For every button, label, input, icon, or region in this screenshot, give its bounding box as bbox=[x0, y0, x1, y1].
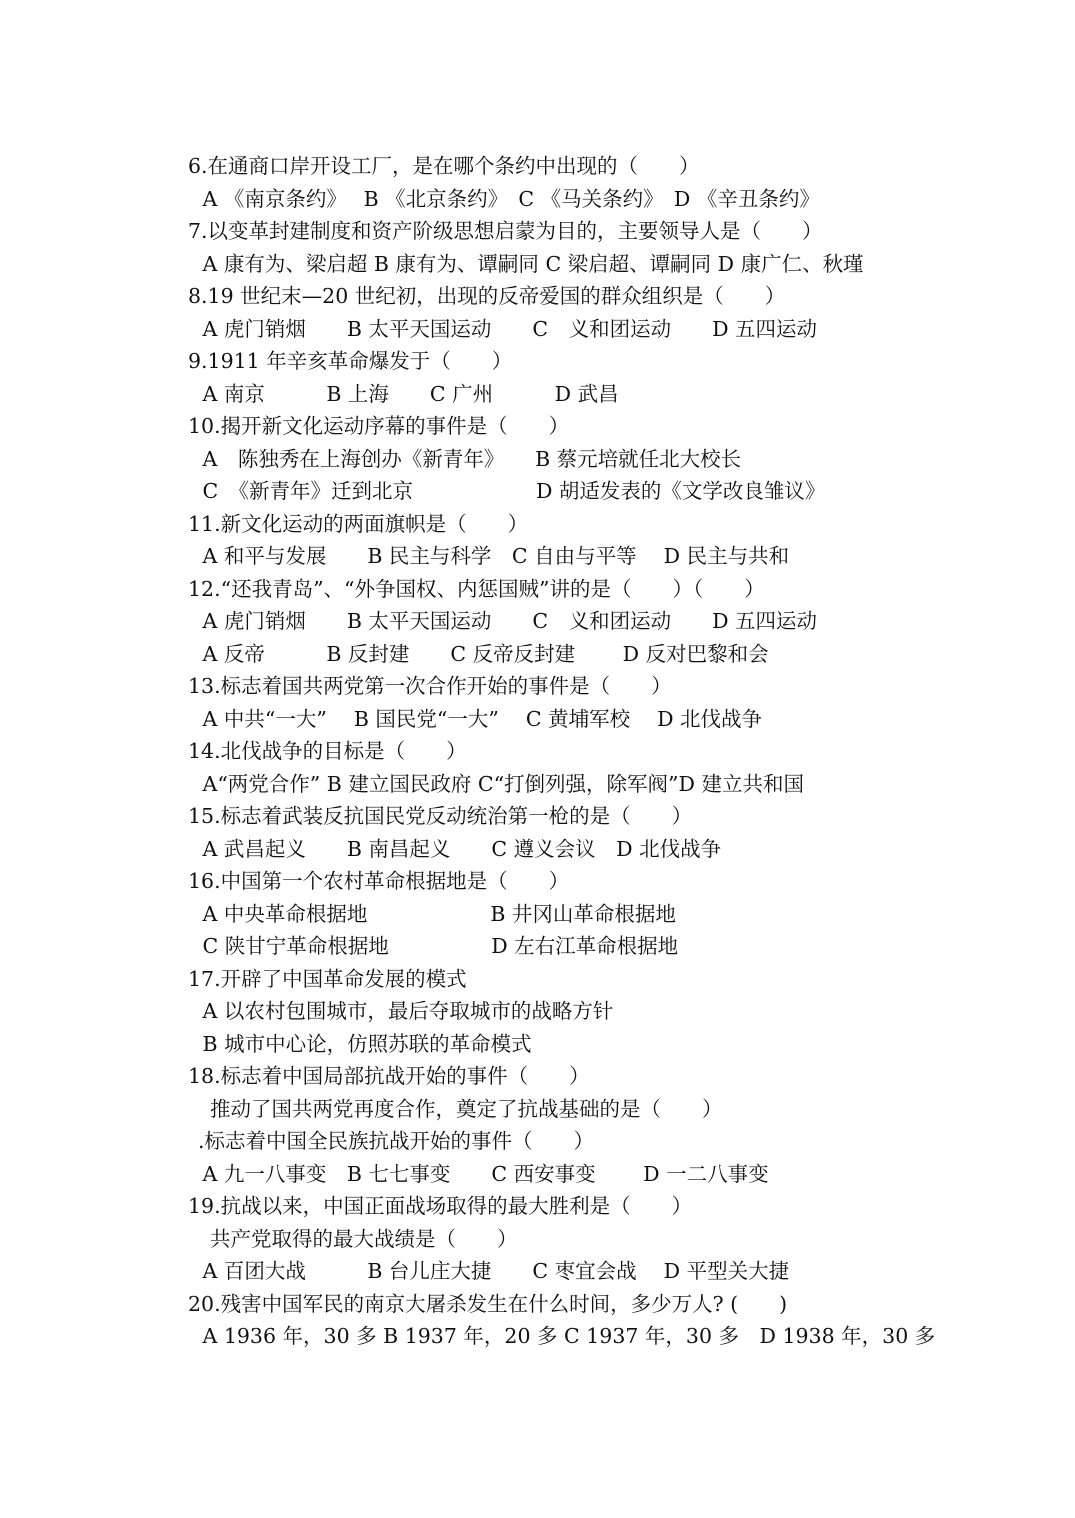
question-18-options: A 九一八事变 B 七七事变 C 西安事变 D 一二八事变 bbox=[196, 1162, 769, 1186]
question-12-options-1: A 虎门销烟 B 太平天国运动 C 义和团运动 D 五四运动 bbox=[196, 609, 818, 633]
question-19-sub: 共产党取得的最大战绩是（ ） bbox=[210, 1227, 518, 1251]
question-18-sub-1: 推动了国共两党再度合作，奠定了抗战基础的是（ ） bbox=[210, 1097, 723, 1121]
question-8-options: A 虎门销烟 B 太平天国运动 C 义和团运动 D 五四运动 bbox=[196, 317, 818, 341]
question-18: 18.标志着中国局部抗战开始的事件（ ） bbox=[188, 1064, 590, 1088]
question-17-option-b: B 城市中心论，仿照苏联的革命模式 bbox=[196, 1032, 532, 1056]
question-10-options-cd: C 《新青年》迁到北京 D 胡适发表的《文学改良雏议》 bbox=[196, 479, 826, 503]
question-7: 7.以变革封建制度和资产阶级思想启蒙为目的，主要领导人是（ ） bbox=[188, 219, 823, 243]
question-12: 12.“还我青岛”、“外争国权、内惩国贼”讲的是（ ）（ ） bbox=[188, 577, 765, 601]
question-17-option-a: A 以农村包围城市，最后夺取城市的战略方针 bbox=[196, 999, 614, 1023]
question-19-options: A 百团大战 B 台儿庄大捷 C 枣宜会战 D 平型关大捷 bbox=[196, 1259, 790, 1283]
question-8: 8.19 世纪末—20 世纪初，出现的反帝爱国的群众组织是（ ） bbox=[188, 284, 786, 308]
question-16-options-cd: C 陕甘宁革命根据地 D 左右江革命根据地 bbox=[196, 934, 679, 958]
question-16: 16.中国第一个农村革命根据地是（ ） bbox=[188, 869, 570, 893]
question-10: 10.揭开新文化运动序幕的事件是（ ） bbox=[188, 414, 570, 438]
question-14: 14.北伐战争的目标是（ ） bbox=[188, 739, 467, 763]
question-7-options: A 康有为、梁启超 B 康有为、谭嗣同 C 梁启超、谭嗣同 D 康广仁、秋瑾 bbox=[196, 252, 864, 276]
question-20: 20.残害中国军民的南京大屠杀发生在什么时间，多少万人? ( ) bbox=[188, 1292, 788, 1316]
question-15-options: A 武昌起义 B 南昌起义 C 遵义会议 D 北伐战争 bbox=[196, 837, 722, 861]
question-10-options-ab: A 陈独秀在上海创办《新青年》 B 蔡元培就任北大校长 bbox=[196, 447, 742, 471]
question-14-options: A“两党合作” B 建立国民政府 C“打倒列强，除军阀”D 建立共和国 bbox=[196, 772, 804, 796]
question-15: 15.标志着武装反抗国民党反动统治第一枪的是（ ） bbox=[188, 804, 693, 828]
question-11-options: A 和平与发展 B 民主与科学 C 自由与平等 D 民主与共和 bbox=[196, 544, 790, 568]
question-17: 17.开辟了中国革命发展的模式 bbox=[188, 967, 467, 991]
question-11: 11.新文化运动的两面旗帜是（ ） bbox=[188, 512, 529, 536]
question-6: 6.在通商口岸开设工厂，是在哪个条约中出现的（ ） bbox=[188, 154, 700, 178]
question-6-options: A 《南京条约》 B 《北京条约》 C 《马关条约》 D 《辛丑条约》 bbox=[196, 187, 820, 211]
question-20-options: A 1936 年，30 多 B 1937 年，20 多 C 1937 年，30 多 D 1938 年，30 多 bbox=[196, 1324, 936, 1348]
question-9-options: A 南京 B 上海 C 广州 D 武昌 bbox=[196, 382, 619, 406]
question-9: 9.1911 年辛亥革命爆发于（ ） bbox=[188, 349, 513, 373]
question-19: 19.抗战以来，中国正面战场取得的最大胜利是（ ） bbox=[188, 1194, 693, 1218]
question-18-sub-2: .标志着中国全民族抗战开始的事件（ ） bbox=[198, 1129, 595, 1153]
question-16-options-ab: A 中央革命根据地 B 井冈山革命根据地 bbox=[196, 902, 676, 926]
question-12-options-2: A 反帝 B 反封建 C 反帝反封建 D 反对巴黎和会 bbox=[196, 642, 769, 666]
question-13: 13.标志着国共两党第一次合作开始的事件是（ ） bbox=[188, 674, 672, 698]
question-13-options: A 中共“一大” B 国民党“一大” C 黄埔军校 D 北伐战争 bbox=[196, 707, 763, 731]
